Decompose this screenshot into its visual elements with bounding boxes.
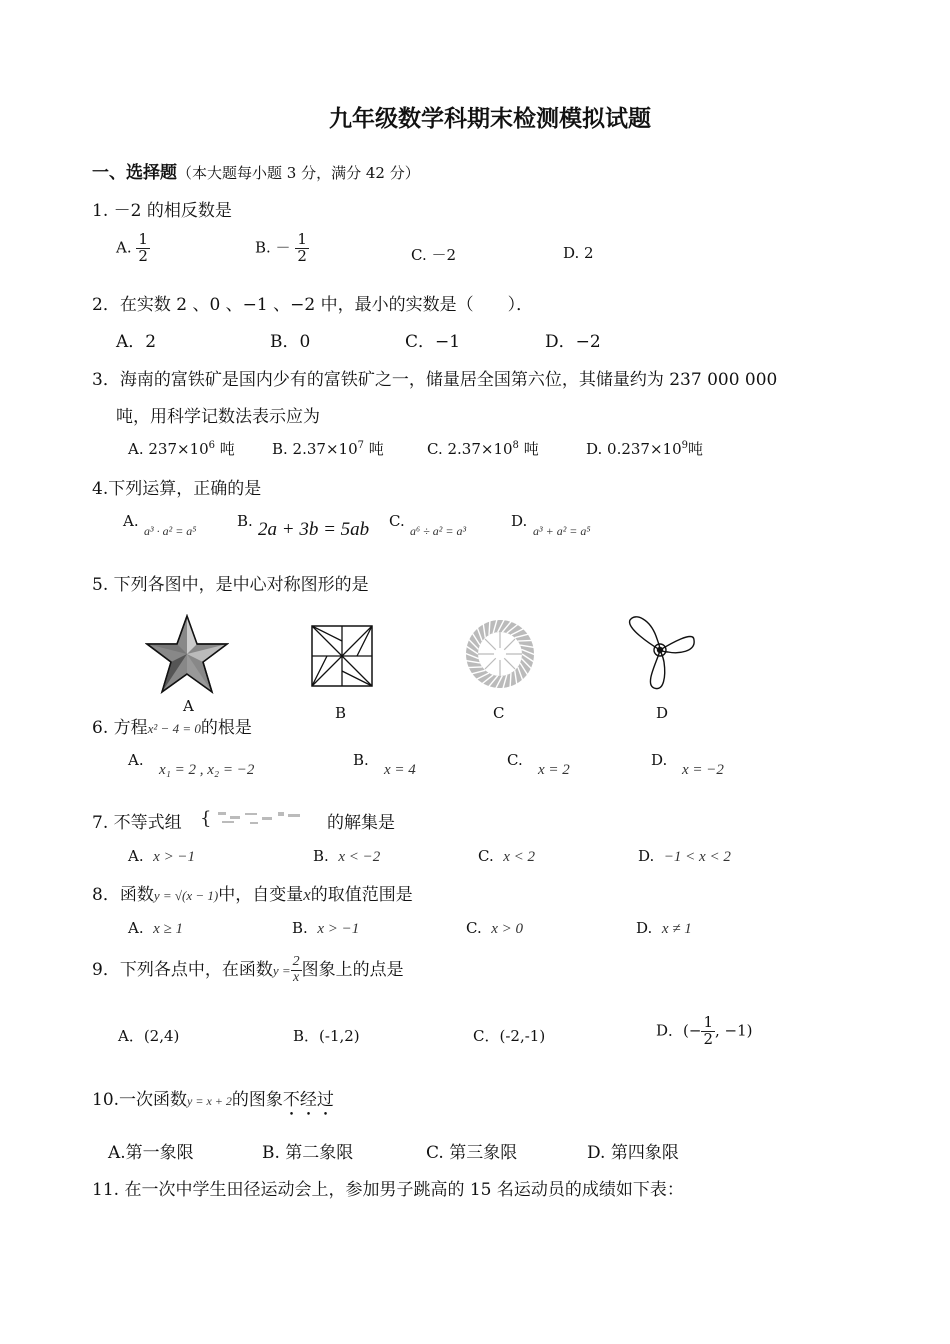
q1-b-den: 2 — [297, 246, 307, 265]
q7-d-expr: −1 < x < 2 — [663, 849, 731, 865]
q7-c-label: C. — [478, 847, 494, 865]
q9-stem-pre: 9．下列各点中，在函数 — [92, 960, 273, 980]
q10-option-b: B. 第二象限 — [262, 1143, 354, 1163]
question-6-stem — [92, 713, 252, 738]
q7-option-a — [128, 847, 195, 866]
question-7-stem-pre: 7. 不等式组 — [92, 813, 182, 833]
q9-function-fraction — [291, 955, 302, 985]
svg-text:{: { — [200, 808, 212, 829]
section-title: 一、选择题 — [92, 163, 177, 183]
q2-option-d: D．−2 — [545, 332, 601, 352]
q4-option-d-expr: a³ + a² = a⁵ — [533, 524, 591, 538]
q7-a-label: A. — [128, 847, 144, 865]
q3-b-base: B. 2.37×10 — [272, 440, 358, 458]
q6-equation: x² − 4 = 0 — [147, 721, 201, 736]
q9-d-den: 2 — [703, 1029, 713, 1048]
q6-option-c-expr: x = 2 — [538, 762, 570, 778]
question-4-stem: 4.下列运算，正确的是 — [92, 479, 262, 499]
page-title: 九年级数学科期末检测模拟试题 — [329, 106, 651, 132]
q4-option-c-expr: a⁶ ÷ a² = a³ — [410, 524, 467, 538]
q6-option-b-label: B. — [353, 751, 369, 769]
q7-option-d — [638, 847, 731, 866]
q9-func-num: 2 — [292, 954, 300, 970]
q3-d-unit: 吨 — [688, 440, 704, 458]
question-3-stem-line2: 吨，用科学记数法表示应为 — [116, 407, 320, 427]
q10-option-d: D. 第四象限 — [587, 1143, 679, 1163]
q6-option-b-expr: x = 4 — [384, 762, 416, 778]
figure-label-d: D — [656, 704, 669, 722]
q8-a-expr: x ≥ 1 — [153, 921, 184, 937]
q4-option-a-label: A. — [123, 512, 139, 530]
q9-option-a: A．(2,4) — [118, 1027, 180, 1045]
q6-option-c-label: C. — [507, 751, 523, 769]
question-7-stem-post: 的解集是 — [327, 813, 395, 833]
q3-option-a — [128, 438, 235, 459]
q10-option-c: C. 第三象限 — [426, 1143, 518, 1163]
q10-stem-mid: 的图象 — [231, 1090, 283, 1110]
pinwheel-figure-b — [311, 625, 373, 687]
q9-d-post: , −1) — [715, 1021, 753, 1040]
figure-label-a: A — [183, 697, 194, 715]
figure-label-b: B — [335, 704, 347, 722]
q8-variable: x — [303, 885, 311, 904]
q2-option-b: B．0 — [270, 332, 311, 352]
q10-function: y = x + 2 — [187, 1094, 232, 1108]
q9-option-b: B．(-1,2) — [293, 1027, 360, 1045]
q3-d-exp: 9 — [681, 440, 688, 451]
question-2-stem: 2．在实数 2 、0 、−1 、−2 中，最小的实数是（ ）． — [92, 295, 534, 315]
question-9-stem — [92, 955, 404, 986]
q6-stem-post: 的根是 — [200, 718, 252, 738]
q3-a-exp: 6 — [208, 440, 216, 451]
q9-function-lhs: y = — [272, 963, 291, 978]
q1-a-num: 1 — [138, 230, 148, 248]
q3-option-b — [272, 438, 384, 459]
q10-option-a: A.第一象限 — [108, 1143, 194, 1163]
q9-option-c: C．(-2,-1) — [473, 1027, 546, 1045]
q1-option-c: C. －2 — [411, 246, 457, 264]
q1-option-a — [116, 232, 150, 265]
q6-option-d-label: D. — [651, 751, 668, 769]
q4-option-d-label: D. — [511, 512, 528, 530]
q3-c-unit: 吨 — [518, 440, 539, 458]
question-11-stem: 11. 在一次中学生田径运动会上，参加男子跳高的 15 名运动员的成绩如下表： — [92, 1180, 684, 1200]
q1-a-den: 2 — [138, 246, 148, 265]
q7-b-expr: x < −2 — [338, 849, 381, 865]
q8-c-label: C. — [466, 919, 482, 937]
q7-option-b — [313, 847, 380, 866]
q10-emphasis: 不经过 — [282, 1090, 334, 1110]
q9-option-d — [656, 1015, 753, 1048]
q3-c-exp: 8 — [512, 440, 519, 451]
question-1-stem: 1. －2 的相反数是 — [92, 201, 232, 221]
q7-d-label: D. — [638, 847, 655, 865]
section-heading — [92, 158, 420, 183]
q8-b-label: B. — [292, 919, 308, 937]
q7-option-c — [478, 847, 535, 866]
q8-option-c — [466, 919, 523, 938]
q3-b-exp: 7 — [357, 440, 364, 451]
fan-figure-d — [620, 614, 700, 692]
q8-d-expr: x ≠ 1 — [661, 921, 692, 937]
q9-stem-post: 图象上的点是 — [301, 960, 404, 980]
question-3-stem-line1: 3．海南的富铁矿是国内少有的富铁矿之一，储量居全国第六位，其储量约为 237 000 000 — [92, 370, 778, 390]
q6-stem-pre: 6. 方程 — [92, 718, 148, 738]
q1-option-b — [255, 232, 309, 265]
q9-d-num: 1 — [703, 1013, 713, 1031]
question-5-stem: 5. 下列各图中，是中心对称图形的是 — [92, 575, 369, 595]
q3-c-base: C. 2.37×10 — [427, 440, 513, 458]
q4-option-a-expr: a³ · a² = a⁵ — [144, 524, 197, 538]
q4-option-c-label: C. — [389, 512, 405, 530]
q3-option-c — [427, 438, 539, 459]
q1-a-label: A. — [116, 238, 132, 257]
q8-stem-post: 的取值范围是 — [310, 885, 413, 905]
q8-option-a — [128, 919, 183, 938]
q6-option-d-expr: x = −2 — [682, 762, 724, 778]
q1-a-fraction — [136, 232, 150, 265]
figure-label-c: C — [493, 704, 505, 722]
star-figure-a — [145, 614, 229, 694]
q2-option-c: C．−1 — [405, 332, 461, 352]
question-10-stem — [92, 1085, 334, 1120]
q3-b-unit: 吨 — [364, 440, 384, 458]
q8-d-label: D. — [636, 919, 653, 937]
q10-stem-pre: 10.一次函数 — [92, 1090, 188, 1110]
q7-c-expr: x < 2 — [503, 849, 536, 865]
q2-option-a: A．2 — [116, 332, 157, 352]
q9-d-pre: D．(− — [656, 1021, 702, 1040]
q1-option-d: D. 2 — [563, 244, 594, 262]
section-note: （本大题每小题 3 分，满分 42 分） — [177, 164, 420, 182]
q1-b-fraction — [295, 232, 309, 265]
q3-option-d — [586, 438, 703, 459]
q7-b-label: B. — [313, 847, 329, 865]
q4-option-b-expr: 2a + 3b = 5ab — [258, 519, 370, 540]
inequality-system-figure — [200, 808, 312, 830]
q8-stem-pre: 8．函数 — [92, 885, 154, 905]
q3-d-base: D. 0.237×10 — [586, 440, 682, 458]
q3-a-base: A. 237×10 — [128, 440, 209, 458]
q9-func-den: x — [293, 970, 300, 985]
q4-option-b-label: B. — [237, 512, 253, 530]
q3-a-unit: 吨 — [215, 440, 235, 458]
q8-b-expr: x > −1 — [317, 921, 360, 937]
ring-figure-c — [464, 618, 536, 690]
q8-c-expr: x > 0 — [491, 921, 524, 937]
q6-option-a-expr: x₁ = 2 , x₂ = −2 — [159, 762, 255, 778]
q8-option-d — [636, 919, 692, 938]
q1-b-num: 1 — [297, 230, 307, 248]
q1-b-label: B. － — [255, 238, 291, 257]
q8-a-label: A. — [128, 919, 144, 937]
q7-a-expr: x > −1 — [153, 849, 196, 865]
q8-function: y = √(x − 1) — [153, 888, 219, 903]
q8-stem-mid: 中，自变量 — [218, 885, 304, 905]
q8-option-b — [292, 919, 359, 938]
question-8-stem — [92, 880, 413, 905]
q9-d-fraction — [701, 1015, 715, 1048]
q6-option-a-label: A. — [128, 751, 144, 769]
